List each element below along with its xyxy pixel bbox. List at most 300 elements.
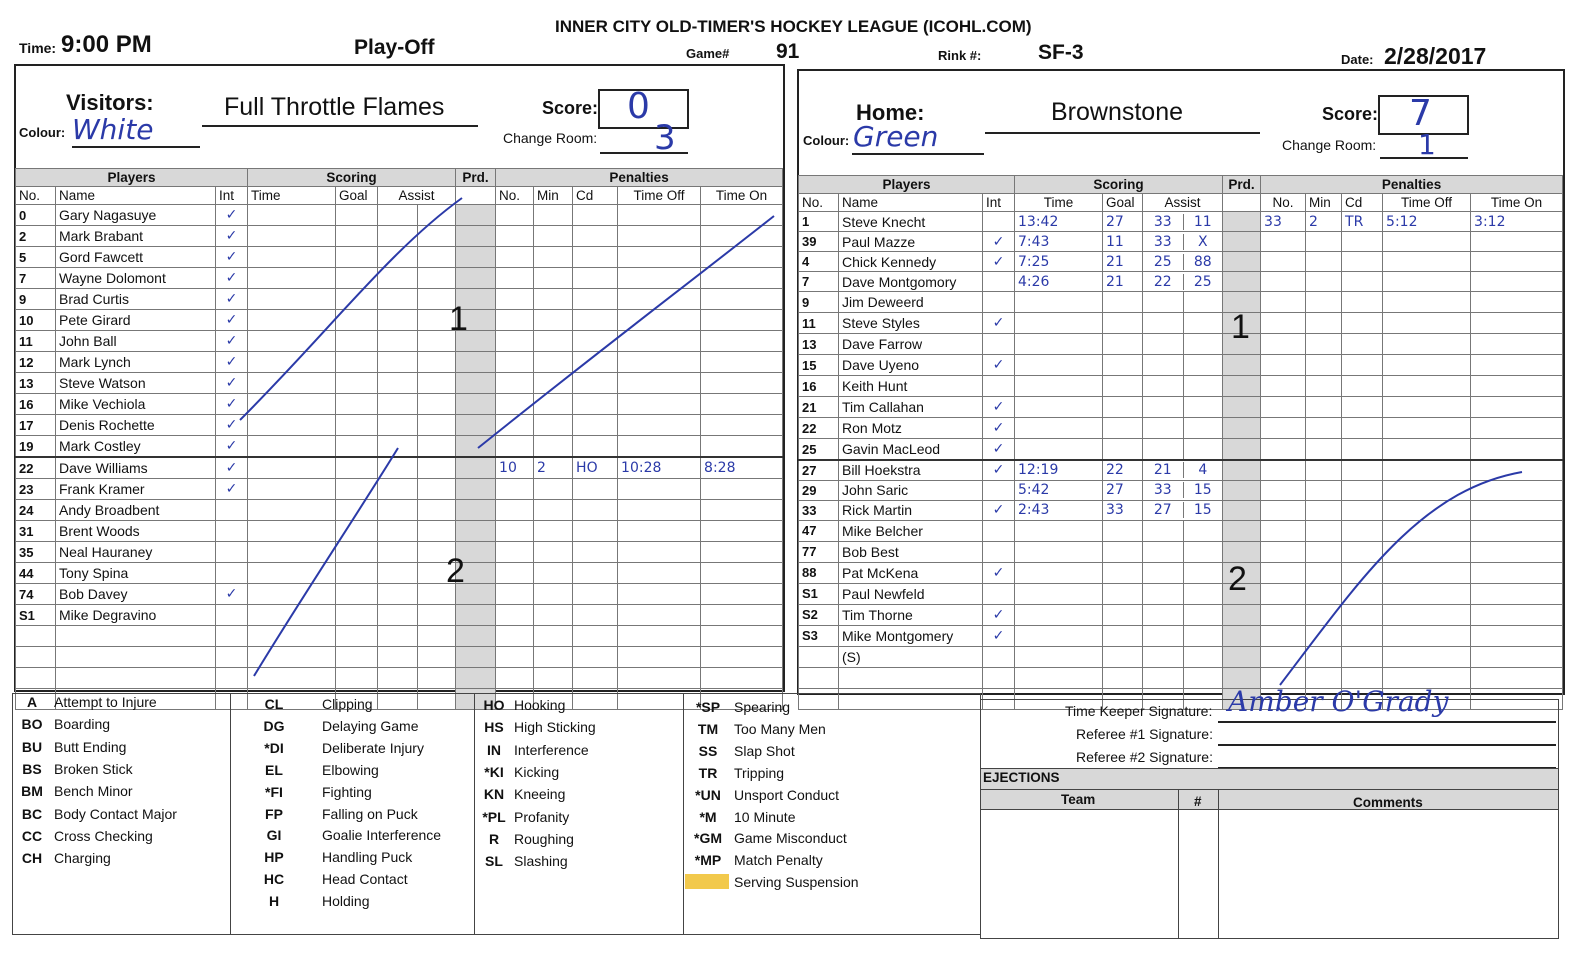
penalty-minutes: [534, 647, 573, 668]
player-int: [216, 542, 248, 563]
penalty-description: Fighting: [322, 783, 372, 800]
penalty-number: [496, 647, 534, 668]
col-assist: Assist: [378, 187, 456, 205]
player-number: 24: [16, 500, 56, 521]
penalty-code: CH: [21, 850, 43, 867]
penalty-time-on: [1471, 460, 1563, 480]
player-name: Gord Fawcett: [56, 247, 216, 268]
penalty-code: R: [488, 830, 500, 847]
goal-time: [1015, 667, 1103, 688]
goal-assists: [378, 500, 456, 521]
penalty-code: SL: [485, 853, 503, 870]
home-colour-value: Green: [853, 120, 939, 153]
penalty-number: [496, 310, 534, 331]
rink-label: Rink #:: [938, 48, 982, 63]
goal-time: [248, 584, 336, 605]
penalty-code: *DI: [264, 739, 284, 756]
goal-assists: [378, 542, 456, 563]
player-number: 33: [799, 500, 839, 520]
home-team-underline: [985, 132, 1260, 134]
penalty-minutes: 2: [534, 457, 573, 479]
home-score-value: 7: [1409, 93, 1432, 134]
penalty-minutes: [1306, 232, 1342, 252]
timekeeper-line: [1218, 721, 1556, 723]
player-name: (S): [839, 646, 983, 667]
penalty-number: [496, 373, 534, 394]
goal-time: [248, 500, 336, 521]
penalty-code: [573, 563, 618, 584]
player-int: ✓: [983, 500, 1015, 520]
penalty-description: Interference: [514, 741, 589, 758]
penalty-number: [1261, 334, 1306, 355]
penalty-minutes: [1306, 252, 1342, 272]
assist-divider: [1183, 521, 1223, 541]
penalty-time-on: [701, 626, 783, 647]
home-period-2: 2: [1228, 560, 1247, 598]
player-name: Jim Deweerd: [839, 292, 983, 313]
penalty-time-off: [618, 310, 701, 331]
goal-assists: [378, 415, 456, 436]
penalty-minutes: [1306, 272, 1342, 292]
penalty-code: [1342, 397, 1383, 418]
penalty-code: [1342, 500, 1383, 520]
penalty-description: Match Penalty: [734, 852, 823, 869]
goal-assists: [378, 457, 456, 479]
game-label: Game#: [686, 46, 730, 61]
penalty-minutes: [534, 268, 573, 289]
penalty-time-off: [618, 436, 701, 458]
period-cell: [1223, 212, 1261, 232]
player-row: [799, 418, 1563, 439]
goal-time: [248, 436, 336, 458]
player-name: [56, 647, 216, 668]
penalty-minutes: [1306, 334, 1342, 355]
penalty-time-off: [1383, 604, 1471, 625]
penalty-minutes: 2: [1306, 212, 1342, 232]
penalty-code: TR: [698, 764, 718, 781]
player-number: 15: [799, 355, 839, 376]
penalty-description: Kneeing: [514, 786, 566, 803]
visitors-team: Full Throttle Flames: [224, 93, 445, 121]
player-number: 7: [16, 268, 56, 289]
player-name: Mark Lynch: [56, 352, 216, 373]
penalty-code: [573, 584, 618, 605]
penalty-minutes: [1306, 604, 1342, 625]
penalty-code: HO: [573, 457, 618, 479]
player-name: [56, 626, 216, 647]
penalty-code: FP: [265, 805, 283, 822]
player-row: [799, 313, 1563, 334]
player-number: 2: [16, 226, 56, 247]
penalty-minutes: [1306, 397, 1342, 418]
penalty-number: [1261, 562, 1306, 583]
player-name: Paul Mazze: [839, 232, 983, 252]
player-name: Rick Martin: [839, 500, 983, 520]
penalty-minutes: [1306, 355, 1342, 376]
goal-scorer: [1103, 604, 1143, 625]
player-int: ✓: [983, 252, 1015, 272]
goal-assists: [378, 268, 456, 289]
visitors-colour-label: Colour:: [19, 125, 66, 140]
goal-time: [248, 626, 336, 647]
player-row: [799, 480, 1563, 500]
penalty-code: [1342, 292, 1383, 313]
goal-time: [1015, 397, 1103, 418]
penalty-minutes: [1306, 500, 1342, 520]
player-name: [839, 667, 983, 688]
player-name: Mark Brabant: [56, 226, 216, 247]
assist-divider: [417, 394, 456, 414]
player-name: Neal Hauraney: [56, 542, 216, 563]
penalty-time-on: [701, 479, 783, 500]
assist-divider: [1183, 334, 1223, 354]
player-name: Denis Rochette: [56, 415, 216, 436]
player-int: ✓: [983, 418, 1015, 439]
penalty-minutes: [534, 289, 573, 310]
penalty-minutes: [534, 310, 573, 331]
goal-time: 12:19: [1015, 460, 1103, 480]
period-header: Prd.: [1223, 176, 1261, 194]
player-int: ✓: [216, 373, 248, 394]
goal-assists: [378, 352, 456, 373]
penalty-code: *GM: [694, 830, 722, 847]
goal-assists: [1143, 334, 1223, 355]
penalty-number: [1261, 355, 1306, 376]
penalty-description: Broken Stick: [54, 760, 133, 777]
penalty-description: Head Contact: [322, 871, 408, 888]
penalty-number: [1261, 397, 1306, 418]
assist-divider: [417, 373, 456, 393]
player-row: [16, 584, 783, 605]
player-int: [983, 480, 1015, 500]
player-number: 7: [799, 272, 839, 292]
visitors-label: Visitors:: [66, 90, 154, 115]
penalty-number: [1261, 604, 1306, 625]
player-number: 10: [16, 310, 56, 331]
date-label: Date:: [1341, 52, 1374, 67]
goal-scorer: [1103, 625, 1143, 646]
player-name: Chick Kennedy: [839, 252, 983, 272]
player-int: ✓: [216, 310, 248, 331]
penalty-code: BS: [22, 760, 42, 777]
player-int: [216, 563, 248, 584]
player-int: ✓: [983, 604, 1015, 625]
goal-assists: [1143, 646, 1223, 667]
goal-assists: [1143, 667, 1223, 688]
col-pen-cd: Cd: [1342, 194, 1383, 212]
penalty-time-on: [701, 563, 783, 584]
penalty-number: [496, 331, 534, 352]
goal-time: [248, 563, 336, 584]
visitors-score-label: Score:: [542, 98, 599, 118]
goal-scorer: [1103, 418, 1143, 439]
player-row: [16, 605, 783, 626]
player-name: Steve Knecht: [839, 212, 983, 232]
rink-value: SF-3: [1038, 41, 1084, 64]
player-int: [216, 668, 248, 689]
penalty-time-off: [1383, 397, 1471, 418]
penalty-time-off: [618, 205, 701, 226]
penalty-code: [1342, 272, 1383, 292]
goal-scorer: [1103, 646, 1143, 667]
penalty-minutes: [1306, 439, 1342, 461]
penalty-description: Kicking: [514, 763, 560, 780]
goal-assists: [378, 310, 456, 331]
assist-divider: [417, 605, 456, 625]
penalty-description: Unsport Conduct: [734, 786, 840, 803]
penalty-time-off: [1383, 646, 1471, 667]
col-time-on: Time On: [1471, 194, 1563, 212]
col-prd: [1223, 194, 1261, 212]
home-room-value: 1: [1418, 128, 1436, 161]
goal-assists: [378, 205, 456, 226]
player-name: Mark Costley: [56, 436, 216, 458]
col-time: Time: [1015, 194, 1103, 212]
col-name: Name: [839, 194, 983, 212]
goal-scorer: [336, 352, 378, 373]
penalty-minutes: [1306, 313, 1342, 334]
goal-time: 5:42: [1015, 480, 1103, 500]
player-number: 22: [799, 418, 839, 439]
penalty-description: Clipping: [322, 696, 373, 712]
penalty-minutes: [534, 205, 573, 226]
penalty-number: [1261, 541, 1306, 562]
penalty-number: [1261, 500, 1306, 520]
player-number: 31: [16, 521, 56, 542]
goal-assists: [1143, 583, 1223, 604]
penalty-code: [573, 289, 618, 310]
player-int: ✓: [983, 562, 1015, 583]
player-row: [16, 289, 783, 310]
player-row: [799, 334, 1563, 355]
goal-assists: [1143, 439, 1223, 461]
player-int: [983, 334, 1015, 355]
penalty-code: [573, 205, 618, 226]
goal-assists: [378, 226, 456, 247]
assist-divider: [1183, 439, 1223, 459]
goal-assists: [378, 521, 456, 542]
period-cell: [1223, 500, 1261, 520]
assist-divider: [417, 247, 456, 267]
assist-2: 4: [1183, 462, 1223, 478]
date-value: 2/28/2017: [1384, 43, 1487, 69]
penalty-description: Deliberate Injury: [322, 739, 424, 756]
assist-divider: [417, 205, 456, 225]
penalty-code: DG: [263, 717, 285, 734]
penalty-number: [1261, 625, 1306, 646]
player-int: [216, 500, 248, 521]
goal-assists: [378, 647, 456, 668]
penalty-number: [496, 415, 534, 436]
penalty-number: [1261, 313, 1306, 334]
penalty-time-off: [618, 331, 701, 352]
penalty-code: [1342, 541, 1383, 562]
penalty-code: EL: [265, 761, 283, 778]
penalty-description: Slap Shot: [734, 742, 795, 759]
scoring-header: Scoring: [1015, 176, 1223, 194]
goal-assists: [1143, 212, 1223, 232]
penalty-minutes: [534, 626, 573, 647]
player-int: [983, 272, 1015, 292]
player-name: Gary Nagasuye: [56, 205, 216, 226]
penalty-code: [573, 247, 618, 268]
goal-time: [1015, 583, 1103, 604]
penalty-code: SS: [698, 742, 718, 759]
player-number: 74: [16, 584, 56, 605]
penalty-number: [496, 626, 534, 647]
penalty-minutes: [1306, 625, 1342, 646]
penalty-code: [1342, 439, 1383, 461]
period-cell: [456, 668, 496, 689]
penalty-code: HO: [483, 697, 505, 713]
penalty-number: [1261, 583, 1306, 604]
goal-scorer: [1103, 667, 1143, 688]
player-int: [983, 541, 1015, 562]
goal-time: [248, 268, 336, 289]
penalty-minutes: [534, 479, 573, 500]
player-number: 1: [799, 212, 839, 232]
goal-time: [248, 247, 336, 268]
penalty-code: GI: [266, 827, 282, 844]
penalty-description: Cross Checking: [54, 827, 153, 844]
penalty-time-on: [1471, 520, 1563, 541]
penalty-minutes: [1306, 583, 1342, 604]
goal-assists: [1143, 272, 1223, 292]
penalty-time-off: [1383, 625, 1471, 646]
goal-scorer: [336, 394, 378, 415]
penalty-code: [1342, 460, 1383, 480]
penalty-code: H: [268, 893, 280, 910]
penalty-code: TM: [697, 720, 719, 737]
period-cell: [1223, 460, 1261, 480]
penalty-time-off: 5:12: [1383, 212, 1471, 232]
penalty-number: [1261, 292, 1306, 313]
penalty-time-off: [618, 626, 701, 647]
penalty-code: [573, 605, 618, 626]
player-number: 25: [799, 439, 839, 461]
penalty-code: CC: [21, 827, 43, 844]
player-number: [799, 667, 839, 688]
penalty-description: Spearing: [734, 699, 791, 715]
assist-1: 33: [1153, 233, 1172, 250]
penalty-time-off: [1383, 541, 1471, 562]
penalty-code: [1342, 520, 1383, 541]
assist-divider: [417, 226, 456, 246]
penalty-time-off: [618, 479, 701, 500]
player-name: Mike Degravino: [56, 605, 216, 626]
penalty-code: HS: [484, 719, 504, 736]
goal-time: [1015, 520, 1103, 541]
period-cell: [1223, 355, 1261, 376]
home-score-label: Score:: [1322, 104, 1379, 124]
penalty-time-on: [701, 542, 783, 563]
penalty-description: Roughing: [514, 830, 574, 847]
player-int: [983, 376, 1015, 397]
period-cell: [1223, 520, 1261, 541]
period-cell: [1223, 604, 1261, 625]
goal-time: [1015, 562, 1103, 583]
col-int: Int: [216, 187, 248, 205]
goal-scorer: [1103, 562, 1143, 583]
penalty-code: [1342, 583, 1383, 604]
player-number: 23: [16, 479, 56, 500]
goal-scorer: [336, 605, 378, 626]
penalty-code: [573, 415, 618, 436]
goal-scorer: 21: [1103, 252, 1143, 272]
goal-assists: [1143, 313, 1223, 334]
goal-scorer: [1103, 541, 1143, 562]
signature-panel: [980, 699, 1559, 939]
goal-time: [248, 668, 336, 689]
goal-time: [1015, 355, 1103, 376]
assist-divider: [1183, 626, 1223, 646]
goal-scorer: 11: [1103, 232, 1143, 252]
penalty-description: Charging: [54, 850, 111, 867]
goal-time: [248, 542, 336, 563]
penalty-minutes: [534, 584, 573, 605]
assist-1: 33: [1153, 213, 1172, 230]
assist-divider: [417, 668, 456, 688]
goal-assists: [1143, 541, 1223, 562]
penalty-number: [496, 352, 534, 373]
goal-assists: [1143, 252, 1223, 272]
player-row: [799, 292, 1563, 313]
col-pen-cd: Cd: [573, 187, 618, 205]
player-int: [983, 646, 1015, 667]
penalty-code: [1342, 562, 1383, 583]
assist-2: 11: [1183, 214, 1223, 230]
penalty-minutes: [534, 226, 573, 247]
penalty-time-on: [701, 205, 783, 226]
assist-1: 25: [1153, 253, 1172, 270]
penalty-code: [573, 542, 618, 563]
player-name: Brent Woods: [56, 521, 216, 542]
penalty-time-off: [618, 226, 701, 247]
penalty-time-off: [1383, 520, 1471, 541]
goal-time: [1015, 418, 1103, 439]
visitors-colour-underline: [72, 146, 200, 148]
goal-assists: [1143, 397, 1223, 418]
goal-scorer: [1103, 292, 1143, 313]
player-name: Steve Watson: [56, 373, 216, 394]
player-int: ✓: [216, 247, 248, 268]
home-room-label: Change Room:: [1282, 137, 1377, 153]
player-name: Bob Davey: [56, 584, 216, 605]
penalty-code: BU: [21, 738, 43, 755]
player-int: ✓: [216, 436, 248, 458]
penalty-minutes: [1306, 460, 1342, 480]
home-team: Brownstone: [1051, 98, 1184, 126]
penalty-time-on: [1471, 397, 1563, 418]
player-row: [16, 500, 783, 521]
goal-scorer: [336, 668, 378, 689]
penalty-time-on: 8:28: [701, 457, 783, 479]
player-number: [799, 646, 839, 667]
penalty-time-off: [618, 584, 701, 605]
penalty-minutes: [534, 352, 573, 373]
goal-scorer: [336, 373, 378, 394]
penalty-number: [1261, 418, 1306, 439]
penalty-minutes: [534, 500, 573, 521]
player-int: ✓: [216, 415, 248, 436]
player-number: S1: [799, 583, 839, 604]
player-number: 47: [799, 520, 839, 541]
player-name: Ron Motz: [839, 418, 983, 439]
col-goal: Goal: [336, 187, 378, 205]
assist-2: 15: [1183, 482, 1223, 498]
period-cell: [1223, 480, 1261, 500]
assist-divider: [1183, 605, 1223, 625]
